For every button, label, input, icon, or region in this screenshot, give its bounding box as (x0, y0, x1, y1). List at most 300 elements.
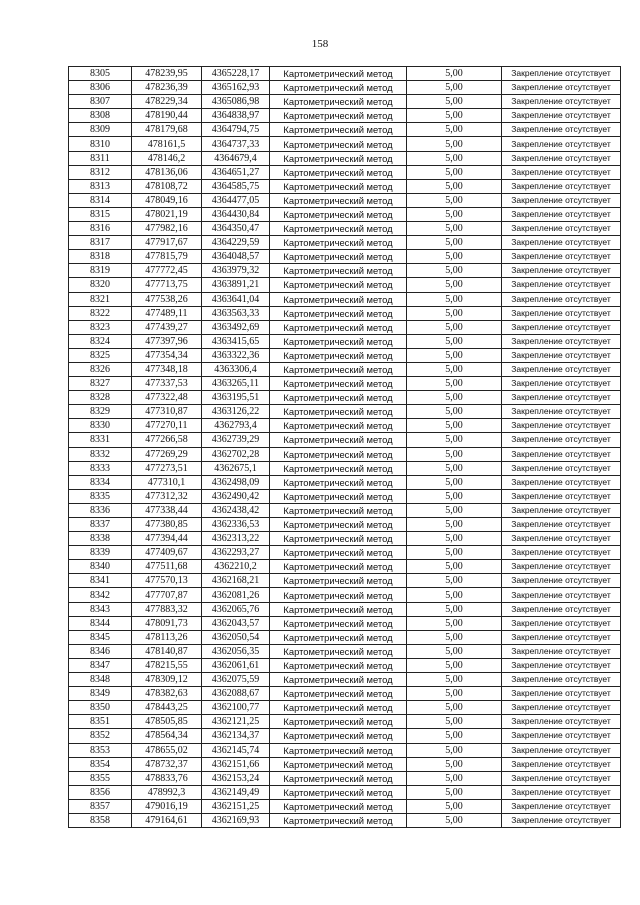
point-number-cell: 8357 (69, 799, 132, 813)
table-row (69, 81, 621, 95)
point-number-cell: 8352 (69, 729, 132, 743)
table-row (69, 574, 621, 588)
accuracy-cell: 5,00 (407, 264, 502, 278)
accuracy-cell: 5,00 (407, 546, 502, 560)
method-cell: Картометрический метод (270, 348, 407, 362)
point-number-cell: 8340 (69, 560, 132, 574)
point-number-cell: 8350 (69, 701, 132, 715)
accuracy-cell: 5,00 (407, 785, 502, 799)
x-coordinate-cell: 477270,11 (132, 419, 202, 433)
fixing-description-cell: Закрепление отсутствует (502, 67, 621, 81)
fixing-description-cell: Закрепление отсутствует (502, 588, 621, 602)
method-cell: Картометрический метод (270, 222, 407, 236)
y-coordinate-cell: 4362739,29 (202, 433, 270, 447)
fixing-description-cell: Закрепление отсутствует (502, 489, 621, 503)
method-cell: Картометрический метод (270, 151, 407, 165)
y-coordinate-cell: 4363979,32 (202, 264, 270, 278)
y-coordinate-cell: 4362293,27 (202, 546, 270, 560)
x-coordinate-cell: 477538,26 (132, 292, 202, 306)
table-row (69, 405, 621, 419)
fixing-description-cell: Закрепление отсутствует (502, 306, 621, 320)
method-cell: Картометрический метод (270, 165, 407, 179)
accuracy-cell: 5,00 (407, 236, 502, 250)
table-row (69, 137, 621, 151)
y-coordinate-cell: 4363265,11 (202, 377, 270, 391)
table-row (69, 67, 621, 81)
method-cell: Картометрический метод (270, 503, 407, 517)
fixing-description-cell: Закрепление отсутствует (502, 109, 621, 123)
method-cell: Картометрический метод (270, 616, 407, 630)
point-number-cell: 8332 (69, 447, 132, 461)
fixing-description-cell: Закрепление отсутствует (502, 785, 621, 799)
y-coordinate-cell: 4363322,36 (202, 348, 270, 362)
fixing-description-cell: Закрепление отсутствует (502, 560, 621, 574)
method-cell: Картометрический метод (270, 574, 407, 588)
method-cell: Картометрический метод (270, 489, 407, 503)
point-number-cell: 8338 (69, 532, 132, 546)
method-cell: Картометрический метод (270, 475, 407, 489)
accuracy-cell: 5,00 (407, 616, 502, 630)
x-coordinate-cell: 477815,79 (132, 250, 202, 264)
accuracy-cell: 5,00 (407, 743, 502, 757)
y-coordinate-cell: 4362313,22 (202, 532, 270, 546)
fixing-description-cell: Закрепление отсутствует (502, 503, 621, 517)
accuracy-cell: 5,00 (407, 207, 502, 221)
x-coordinate-cell: 478229,34 (132, 95, 202, 109)
y-coordinate-cell: 4362702,28 (202, 447, 270, 461)
accuracy-cell: 5,00 (407, 503, 502, 517)
accuracy-cell: 5,00 (407, 602, 502, 616)
table-row (69, 377, 621, 391)
point-number-cell: 8319 (69, 264, 132, 278)
x-coordinate-cell: 477713,75 (132, 278, 202, 292)
y-coordinate-cell: 4364229,59 (202, 236, 270, 250)
table-row (69, 560, 621, 574)
point-number-cell: 8306 (69, 81, 132, 95)
y-coordinate-cell: 4364477,05 (202, 193, 270, 207)
x-coordinate-cell: 477409,67 (132, 546, 202, 560)
accuracy-cell: 5,00 (407, 377, 502, 391)
table-row (69, 109, 621, 123)
accuracy-cell: 5,00 (407, 644, 502, 658)
accuracy-cell: 5,00 (407, 574, 502, 588)
x-coordinate-cell: 478236,39 (132, 81, 202, 95)
fixing-description-cell: Закрепление отсутствует (502, 236, 621, 250)
x-coordinate-cell: 477266,58 (132, 433, 202, 447)
accuracy-cell: 5,00 (407, 715, 502, 729)
table-row (69, 630, 621, 644)
point-number-cell: 8309 (69, 123, 132, 137)
y-coordinate-cell: 4362065,76 (202, 602, 270, 616)
method-cell: Картометрический метод (270, 757, 407, 771)
x-coordinate-cell: 478136,06 (132, 165, 202, 179)
table-row (69, 743, 621, 757)
x-coordinate-cell: 477511,68 (132, 560, 202, 574)
x-coordinate-cell: 478382,63 (132, 687, 202, 701)
point-number-cell: 8335 (69, 489, 132, 503)
table-row (69, 348, 621, 362)
table-row (69, 250, 621, 264)
x-coordinate-cell: 477570,13 (132, 574, 202, 588)
accuracy-cell: 5,00 (407, 278, 502, 292)
table-row (69, 757, 621, 771)
fixing-description-cell: Закрепление отсутствует (502, 630, 621, 644)
accuracy-cell: 5,00 (407, 81, 502, 95)
table-row (69, 799, 621, 813)
y-coordinate-cell: 4363306,4 (202, 362, 270, 376)
point-number-cell: 8307 (69, 95, 132, 109)
point-number-cell: 8336 (69, 503, 132, 517)
fixing-description-cell: Закрепление отсутствует (502, 644, 621, 658)
x-coordinate-cell: 478655,02 (132, 743, 202, 757)
fixing-description-cell: Закрепление отсутствует (502, 673, 621, 687)
method-cell: Картометрический метод (270, 362, 407, 376)
table-row (69, 151, 621, 165)
table-row (69, 320, 621, 334)
table-row (69, 729, 621, 743)
y-coordinate-cell: 4362081,26 (202, 588, 270, 602)
accuracy-cell: 5,00 (407, 461, 502, 475)
x-coordinate-cell: 478049,16 (132, 193, 202, 207)
x-coordinate-cell: 478833,76 (132, 771, 202, 785)
y-coordinate-cell: 4364350,47 (202, 222, 270, 236)
table-row (69, 687, 621, 701)
fixing-description-cell: Закрепление отсутствует (502, 151, 621, 165)
point-number-cell: 8317 (69, 236, 132, 250)
point-number-cell: 8310 (69, 137, 132, 151)
point-number-cell: 8311 (69, 151, 132, 165)
point-number-cell: 8346 (69, 644, 132, 658)
accuracy-cell: 5,00 (407, 419, 502, 433)
fixing-description-cell: Закрепление отсутствует (502, 532, 621, 546)
x-coordinate-cell: 477489,11 (132, 306, 202, 320)
method-cell: Картометрический метод (270, 588, 407, 602)
point-number-cell: 8308 (69, 109, 132, 123)
accuracy-cell: 5,00 (407, 165, 502, 179)
point-number-cell: 8342 (69, 588, 132, 602)
point-number-cell: 8329 (69, 405, 132, 419)
point-number-cell: 8321 (69, 292, 132, 306)
point-number-cell: 8344 (69, 616, 132, 630)
method-cell: Картометрический метод (270, 193, 407, 207)
point-number-cell: 8326 (69, 362, 132, 376)
method-cell: Картометрический метод (270, 701, 407, 715)
y-coordinate-cell: 4363563,33 (202, 306, 270, 320)
x-coordinate-cell: 477439,27 (132, 320, 202, 334)
point-number-cell: 8331 (69, 433, 132, 447)
method-cell: Картометрический метод (270, 560, 407, 574)
fixing-description-cell: Закрепление отсутствует (502, 95, 621, 109)
table-row (69, 95, 621, 109)
fixing-description-cell: Закрепление отсутствует (502, 518, 621, 532)
method-cell: Картометрический метод (270, 785, 407, 799)
x-coordinate-cell: 478161,5 (132, 137, 202, 151)
y-coordinate-cell: 4362149,49 (202, 785, 270, 799)
x-coordinate-cell: 478113,26 (132, 630, 202, 644)
point-number-cell: 8325 (69, 348, 132, 362)
accuracy-cell: 5,00 (407, 320, 502, 334)
accuracy-cell: 5,00 (407, 193, 502, 207)
accuracy-cell: 5,00 (407, 123, 502, 137)
method-cell: Картометрический метод (270, 306, 407, 320)
y-coordinate-cell: 4362043,57 (202, 616, 270, 630)
fixing-description-cell: Закрепление отсутствует (502, 813, 621, 827)
x-coordinate-cell: 477273,51 (132, 461, 202, 475)
y-coordinate-cell: 4363195,51 (202, 391, 270, 405)
fixing-description-cell: Закрепление отсутствует (502, 264, 621, 278)
table-row (69, 236, 621, 250)
accuracy-cell: 5,00 (407, 362, 502, 376)
fixing-description-cell: Закрепление отсутствует (502, 602, 621, 616)
table-row (69, 193, 621, 207)
accuracy-cell: 5,00 (407, 109, 502, 123)
table-row (69, 264, 621, 278)
coordinates-table (68, 66, 621, 828)
point-number-cell: 8313 (69, 179, 132, 193)
accuracy-cell: 5,00 (407, 348, 502, 362)
table-row (69, 165, 621, 179)
method-cell: Картометрический метод (270, 278, 407, 292)
method-cell: Картометрический метод (270, 250, 407, 264)
point-number-cell: 8316 (69, 222, 132, 236)
fixing-description-cell: Закрепление отсутствует (502, 348, 621, 362)
y-coordinate-cell: 4362793,4 (202, 419, 270, 433)
y-coordinate-cell: 4365228,17 (202, 67, 270, 81)
fixing-description-cell: Закрепление отсутствует (502, 701, 621, 715)
method-cell: Картометрический метод (270, 447, 407, 461)
point-number-cell: 8345 (69, 630, 132, 644)
method-cell: Картометрический метод (270, 334, 407, 348)
x-coordinate-cell: 478309,12 (132, 673, 202, 687)
y-coordinate-cell: 4364794,75 (202, 123, 270, 137)
y-coordinate-cell: 4362438,42 (202, 503, 270, 517)
y-coordinate-cell: 4362498,09 (202, 475, 270, 489)
fixing-description-cell: Закрепление отсутствует (502, 222, 621, 236)
x-coordinate-cell: 477917,67 (132, 236, 202, 250)
y-coordinate-cell: 4362675,1 (202, 461, 270, 475)
table-row (69, 207, 621, 221)
y-coordinate-cell: 4363891,21 (202, 278, 270, 292)
fixing-description-cell: Закрепление отсутствует (502, 377, 621, 391)
accuracy-cell: 5,00 (407, 306, 502, 320)
fixing-description-cell: Закрепление отсутствует (502, 179, 621, 193)
method-cell: Картометрический метод (270, 67, 407, 81)
accuracy-cell: 5,00 (407, 292, 502, 306)
y-coordinate-cell: 4363492,69 (202, 320, 270, 334)
fixing-description-cell: Закрепление отсутствует (502, 616, 621, 630)
x-coordinate-cell: 478091,73 (132, 616, 202, 630)
x-coordinate-cell: 477397,96 (132, 334, 202, 348)
table-row (69, 475, 621, 489)
method-cell: Картометрический метод (270, 179, 407, 193)
accuracy-cell: 5,00 (407, 588, 502, 602)
point-number-cell: 8324 (69, 334, 132, 348)
y-coordinate-cell: 4362210,2 (202, 560, 270, 574)
method-cell: Картометрический метод (270, 264, 407, 278)
y-coordinate-cell: 4362100,77 (202, 701, 270, 715)
table-row (69, 771, 621, 785)
point-number-cell: 8356 (69, 785, 132, 799)
method-cell: Картометрический метод (270, 109, 407, 123)
x-coordinate-cell: 478146,2 (132, 151, 202, 165)
accuracy-cell: 5,00 (407, 771, 502, 785)
fixing-description-cell: Закрепление отсутствует (502, 546, 621, 560)
method-cell: Картометрический метод (270, 236, 407, 250)
fixing-description-cell: Закрепление отсутствует (502, 475, 621, 489)
table-row (69, 306, 621, 320)
fixing-description-cell: Закрепление отсутствует (502, 687, 621, 701)
accuracy-cell: 5,00 (407, 687, 502, 701)
fixing-description-cell: Закрепление отсутствует (502, 771, 621, 785)
point-number-cell: 8320 (69, 278, 132, 292)
point-number-cell: 8337 (69, 518, 132, 532)
table-row (69, 785, 621, 799)
fixing-description-cell: Закрепление отсутствует (502, 165, 621, 179)
point-number-cell: 8312 (69, 165, 132, 179)
accuracy-cell: 5,00 (407, 673, 502, 687)
table-row (69, 391, 621, 405)
method-cell: Картометрический метод (270, 292, 407, 306)
x-coordinate-cell: 477394,44 (132, 532, 202, 546)
accuracy-cell: 5,00 (407, 334, 502, 348)
table-row (69, 813, 621, 827)
accuracy-cell: 5,00 (407, 799, 502, 813)
method-cell: Картометрический метод (270, 391, 407, 405)
x-coordinate-cell: 477348,18 (132, 362, 202, 376)
fixing-description-cell: Закрепление отсутствует (502, 278, 621, 292)
table-row (69, 334, 621, 348)
accuracy-cell: 5,00 (407, 222, 502, 236)
accuracy-cell: 5,00 (407, 250, 502, 264)
fixing-description-cell: Закрепление отсутствует (502, 419, 621, 433)
method-cell: Картометрический метод (270, 813, 407, 827)
y-coordinate-cell: 4362151,25 (202, 799, 270, 813)
y-coordinate-cell: 4362056,35 (202, 644, 270, 658)
method-cell: Картометрический метод (270, 461, 407, 475)
accuracy-cell: 5,00 (407, 757, 502, 771)
y-coordinate-cell: 4365086,98 (202, 95, 270, 109)
fixing-description-cell: Закрепление отсутствует (502, 207, 621, 221)
fixing-description-cell: Закрепление отсутствует (502, 292, 621, 306)
x-coordinate-cell: 478021,19 (132, 207, 202, 221)
x-coordinate-cell: 477354,34 (132, 348, 202, 362)
method-cell: Картометрический метод (270, 320, 407, 334)
table-row (69, 419, 621, 433)
table-row (69, 292, 621, 306)
method-cell: Картометрический метод (270, 687, 407, 701)
table-row (69, 503, 621, 517)
accuracy-cell: 5,00 (407, 658, 502, 672)
method-cell: Картометрический метод (270, 81, 407, 95)
y-coordinate-cell: 4362088,67 (202, 687, 270, 701)
method-cell: Картометрический метод (270, 95, 407, 109)
point-number-cell: 8305 (69, 67, 132, 81)
y-coordinate-cell: 4364048,57 (202, 250, 270, 264)
table-row (69, 658, 621, 672)
method-cell: Картометрический метод (270, 405, 407, 419)
point-number-cell: 8334 (69, 475, 132, 489)
accuracy-cell: 5,00 (407, 813, 502, 827)
x-coordinate-cell: 477380,85 (132, 518, 202, 532)
x-coordinate-cell: 477883,32 (132, 602, 202, 616)
x-coordinate-cell: 477312,32 (132, 489, 202, 503)
y-coordinate-cell: 4364737,33 (202, 137, 270, 151)
accuracy-cell: 5,00 (407, 729, 502, 743)
table-row (69, 447, 621, 461)
x-coordinate-cell: 478140,87 (132, 644, 202, 658)
x-coordinate-cell: 478215,55 (132, 658, 202, 672)
accuracy-cell: 5,00 (407, 405, 502, 419)
accuracy-cell: 5,00 (407, 391, 502, 405)
x-coordinate-cell: 479016,19 (132, 799, 202, 813)
point-number-cell: 8322 (69, 306, 132, 320)
point-number-cell: 8314 (69, 193, 132, 207)
fixing-description-cell: Закрепление отсутствует (502, 658, 621, 672)
x-coordinate-cell: 477982,16 (132, 222, 202, 236)
point-number-cell: 8358 (69, 813, 132, 827)
x-coordinate-cell: 478992,3 (132, 785, 202, 799)
method-cell: Картометрический метод (270, 137, 407, 151)
y-coordinate-cell: 4362075,59 (202, 673, 270, 687)
x-coordinate-cell: 477707,87 (132, 588, 202, 602)
table-row (69, 179, 621, 193)
table-row (69, 362, 621, 376)
point-number-cell: 8355 (69, 771, 132, 785)
x-coordinate-cell: 478564,34 (132, 729, 202, 743)
y-coordinate-cell: 4362169,93 (202, 813, 270, 827)
y-coordinate-cell: 4362134,37 (202, 729, 270, 743)
accuracy-cell: 5,00 (407, 179, 502, 193)
point-number-cell: 8354 (69, 757, 132, 771)
fixing-description-cell: Закрепление отсутствует (502, 729, 621, 743)
fixing-description-cell: Закрепление отсутствует (502, 757, 621, 771)
accuracy-cell: 5,00 (407, 475, 502, 489)
fixing-description-cell: Закрепление отсутствует (502, 405, 621, 419)
table-row (69, 673, 621, 687)
point-number-cell: 8315 (69, 207, 132, 221)
table-row (69, 123, 621, 137)
fixing-description-cell: Закрепление отсутствует (502, 743, 621, 757)
method-cell: Картометрический метод (270, 123, 407, 137)
x-coordinate-cell: 478179,68 (132, 123, 202, 137)
method-cell: Картометрический метод (270, 630, 407, 644)
x-coordinate-cell: 478505,85 (132, 715, 202, 729)
accuracy-cell: 5,00 (407, 67, 502, 81)
y-coordinate-cell: 4365162,93 (202, 81, 270, 95)
method-cell: Картометрический метод (270, 729, 407, 743)
table-row (69, 461, 621, 475)
fixing-description-cell: Закрепление отсутствует (502, 461, 621, 475)
x-coordinate-cell: 478732,37 (132, 757, 202, 771)
x-coordinate-cell: 477310,87 (132, 405, 202, 419)
fixing-description-cell: Закрепление отсутствует (502, 123, 621, 137)
accuracy-cell: 5,00 (407, 151, 502, 165)
y-coordinate-cell: 4363415,65 (202, 334, 270, 348)
method-cell: Картометрический метод (270, 644, 407, 658)
table-row (69, 715, 621, 729)
table-row (69, 433, 621, 447)
page-number: 158 (311, 38, 329, 50)
x-coordinate-cell: 478239,95 (132, 67, 202, 81)
table-row (69, 222, 621, 236)
x-coordinate-cell: 478443,25 (132, 701, 202, 715)
fixing-description-cell: Закрепление отсутствует (502, 447, 621, 461)
fixing-description-cell: Закрепление отсутствует (502, 799, 621, 813)
table-row (69, 278, 621, 292)
accuracy-cell: 5,00 (407, 95, 502, 109)
point-number-cell: 8351 (69, 715, 132, 729)
method-cell: Картометрический метод (270, 771, 407, 785)
